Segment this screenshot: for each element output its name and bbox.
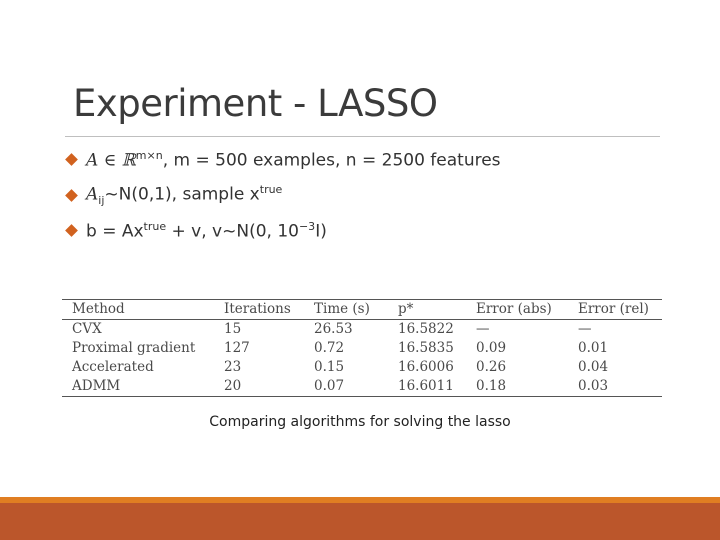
column-header: Error (rel) — [578, 301, 649, 317]
column-header: Error (abs) — [476, 301, 552, 317]
table-cell: 0.07 — [314, 378, 345, 394]
table-cell: 0.04 — [578, 359, 609, 375]
table-cell: 127 — [224, 340, 250, 356]
column-header: Method — [72, 301, 125, 317]
table-cell: 0.18 — [476, 378, 507, 394]
table-cell: 16.5835 — [398, 340, 454, 356]
table-cell: CVX — [72, 321, 102, 337]
table-cell: — — [476, 321, 490, 337]
bullet-item-entries — [65, 183, 282, 207]
table-cell: Proximal gradient — [72, 340, 196, 356]
footer-bar — [0, 503, 720, 540]
table-cell: 0.72 — [314, 340, 345, 356]
table-cell: 0.03 — [578, 378, 609, 394]
table-cell: 15 — [224, 321, 242, 337]
column-header: Iterations — [224, 301, 291, 317]
bullet-item-observations — [65, 220, 327, 242]
bullet-text: $A_{ij}\sim N(0,1)$, sample $x^{true}$ — [86, 183, 283, 208]
table-cell: 0.26 — [476, 359, 507, 375]
bullet-text: $b = Ax^{true} + v$, v~N(0, $10^{-3}I$) — [86, 220, 327, 242]
results-table — [62, 299, 662, 397]
table-cell: Accelerated — [72, 359, 154, 375]
diamond-bullet-icon — [65, 153, 78, 166]
title-divider — [65, 136, 660, 137]
table-header-row — [62, 300, 662, 320]
table-row — [62, 339, 662, 358]
table-cell: ADMM — [72, 378, 121, 394]
table-caption: Comparing algorithms for solving the lasso — [209, 414, 511, 430]
column-header: Time (s) — [314, 301, 370, 317]
table-cell: 23 — [224, 359, 242, 375]
diamond-bullet-icon — [65, 224, 78, 237]
table-cell: 0.15 — [314, 359, 345, 375]
bullet-text: A ∈ ℝ$^{m\times n}$, m = 500 examples, n = 2500 features — [86, 149, 501, 171]
slide-title: Experiment - LASSO — [73, 82, 438, 125]
bullet-item-matrix — [65, 149, 501, 171]
table-cell: 16.5822 — [398, 321, 454, 337]
table-cell: 0.01 — [578, 340, 609, 356]
table-cell: 26.53 — [314, 321, 353, 337]
table-row — [62, 358, 662, 377]
table-cell: 16.6011 — [398, 378, 454, 394]
diamond-bullet-icon — [65, 189, 78, 202]
column-header: p* — [398, 301, 414, 317]
table-row — [62, 377, 662, 397]
table-row — [62, 320, 662, 340]
table-cell: — — [578, 321, 592, 337]
table-cell: 16.6006 — [398, 359, 454, 375]
table-cell: 0.09 — [476, 340, 507, 356]
table-cell: 20 — [224, 378, 242, 394]
